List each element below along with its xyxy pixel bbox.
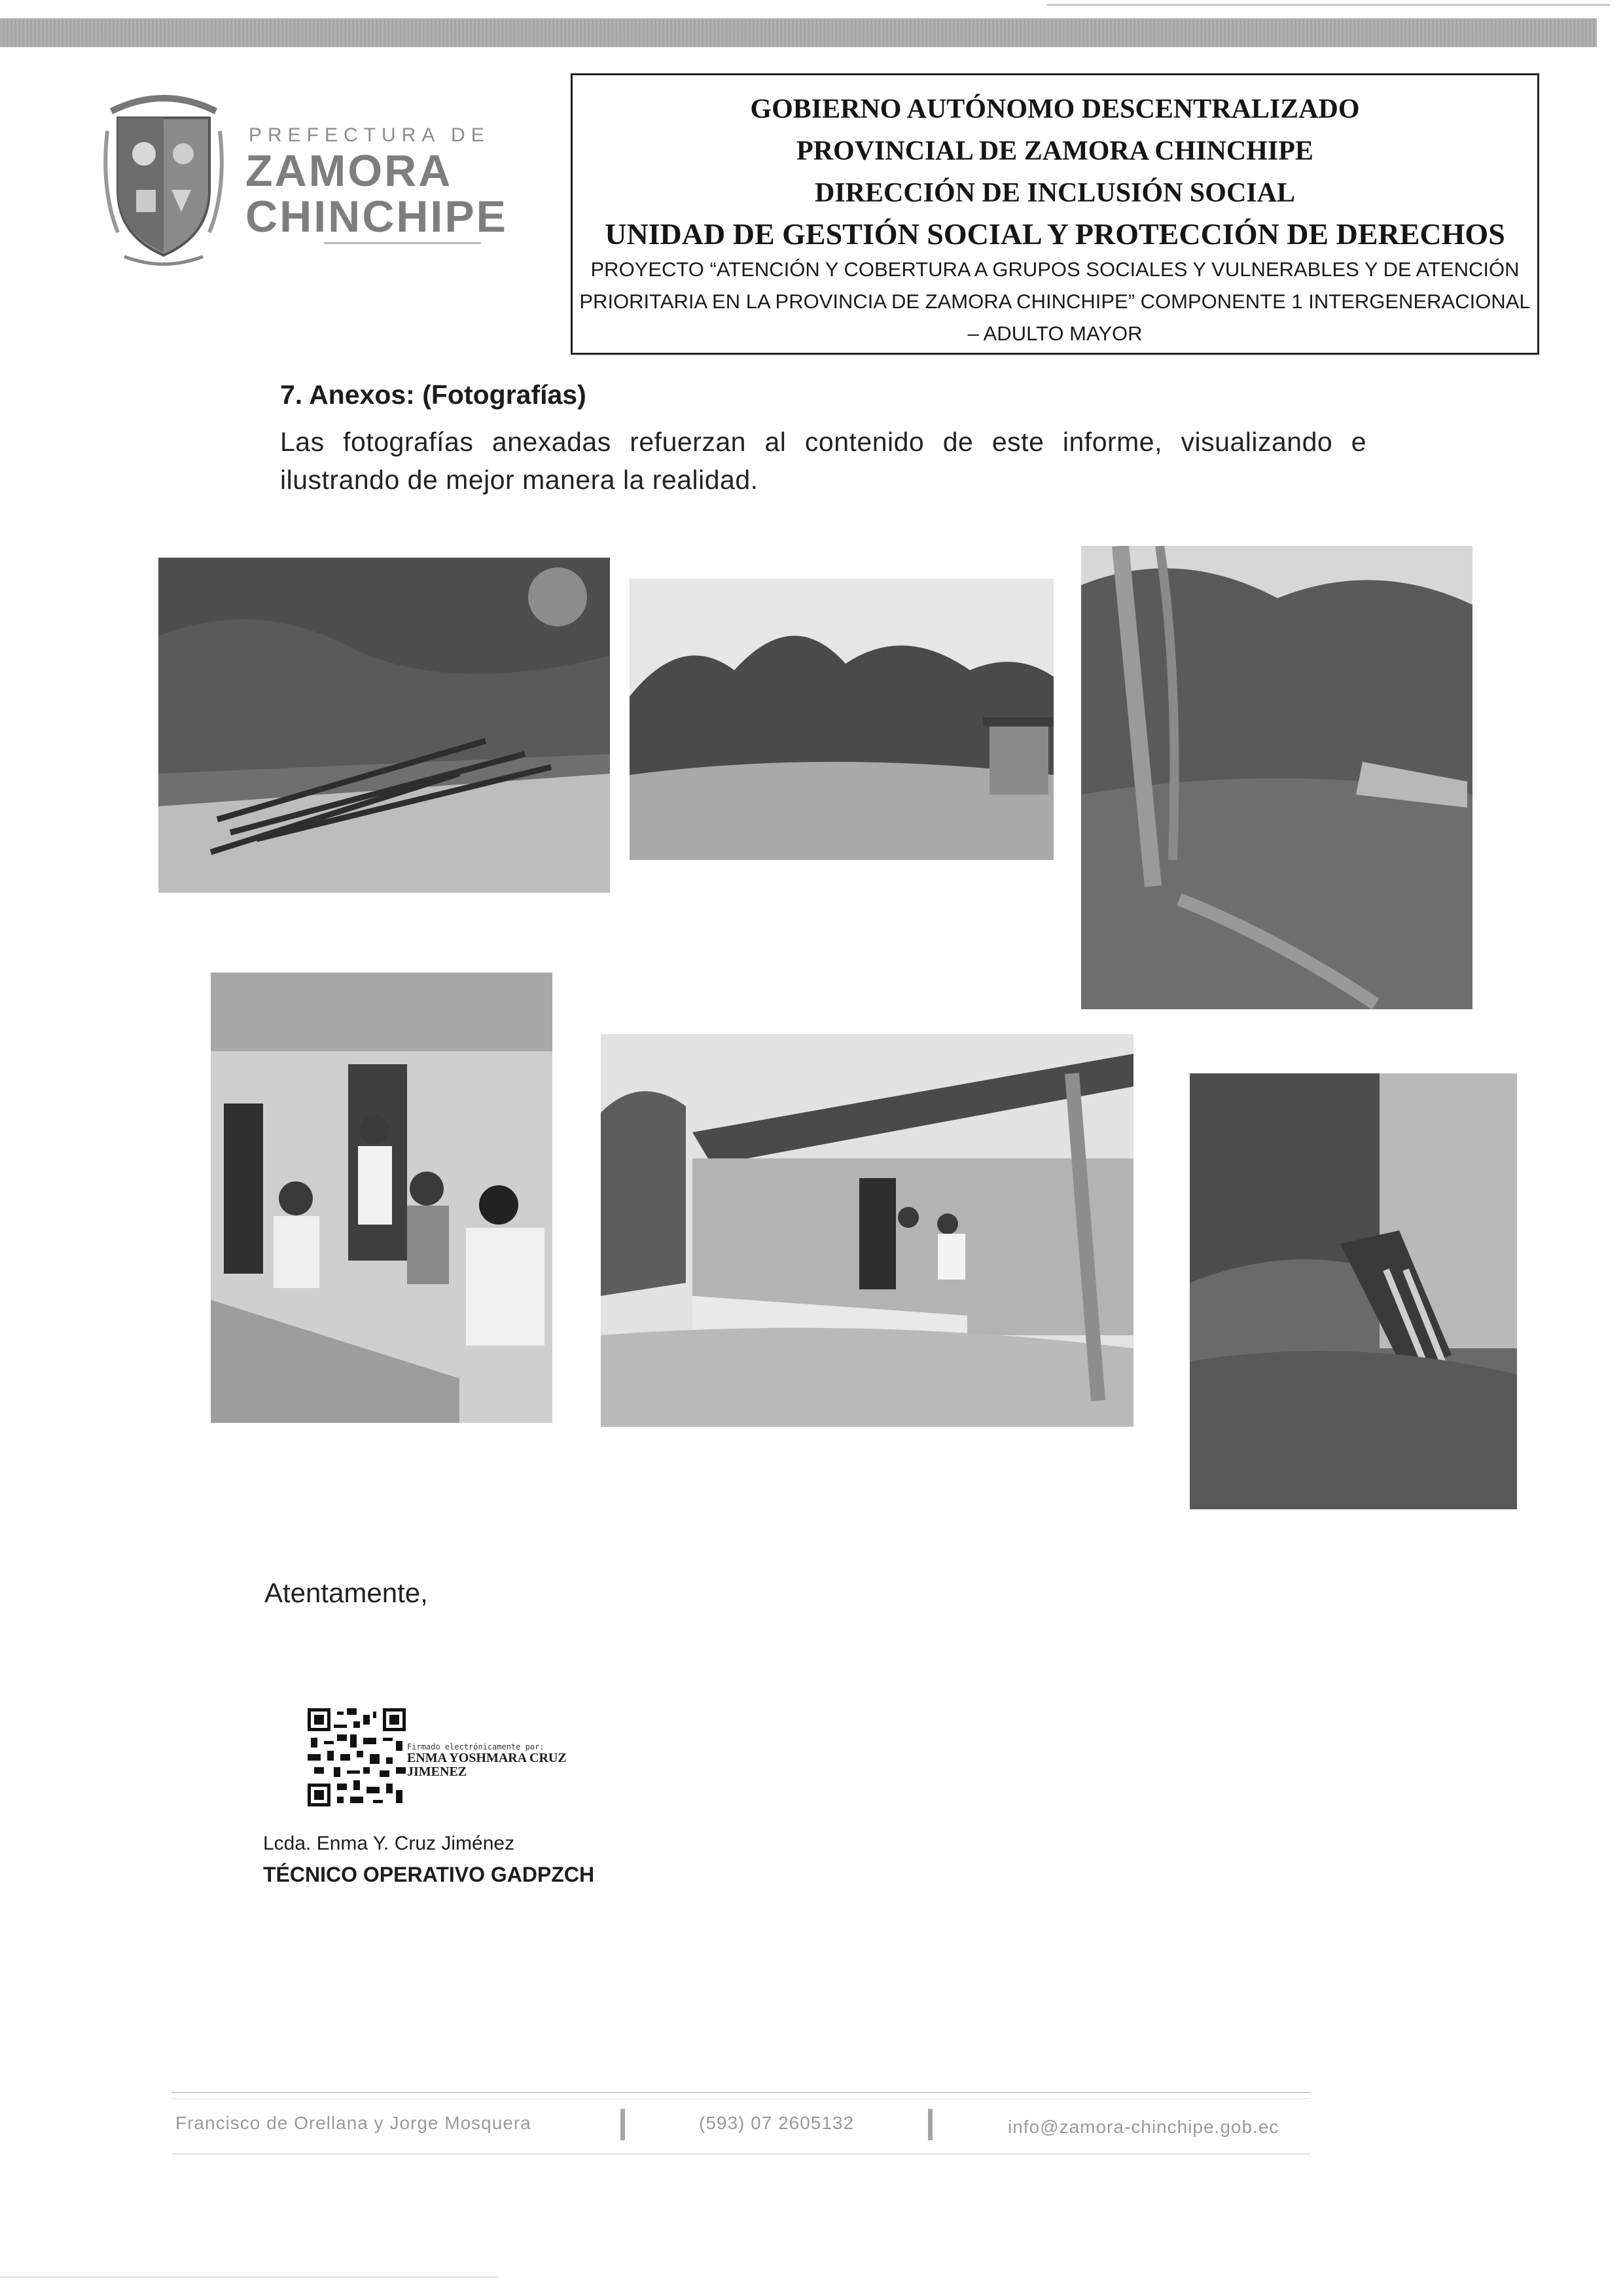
esign-caption: Firmado electrónicamente por: [407, 1742, 544, 1751]
coat-of-arms-icon [98, 92, 229, 268]
scan-bottom-line [0, 2276, 497, 2278]
header-line-4: UNIDAD DE GESTIÓN SOCIAL Y PROTECCIÓN DE DERECHOS [605, 217, 1505, 251]
signer-role: TÉCNICO OPERATIVO GADPZCH [263, 1863, 595, 1886]
landscape-photo-icon [1081, 546, 1472, 1009]
footer-address: Francisco de Orellana y Jorge Mosquera [175, 2113, 531, 2133]
qr-code-icon [308, 1708, 406, 1806]
footer-email: info@zamora-chinchipe.gob.ec [1008, 2117, 1279, 2137]
people-photo-icon [211, 973, 552, 1423]
logo-line-1: ZAMORA [245, 146, 453, 196]
header-line-1: GOBIERNO AUTÓNOMO DESCENTRALIZADO [750, 94, 1360, 124]
section-title: 7. Anexos: (Fotografías) [280, 380, 586, 410]
footer-separator [620, 2109, 625, 2140]
closing-salutation: Atentamente, [264, 1577, 428, 1608]
project-description: PROYECTO “ATENCIÓN Y COBERTURA A GRUPOS SOCIALES Y VULNERABLES Y DE ATENCIÓN PRIORITARIA EN LA PROVINCIA DE ZAMORA CHINCHIPE” COMPONENTE 1 INTERGENERACIONAL – ADULTO MAYOR [579, 258, 1531, 345]
footer-phone: (593) 07 2605132 [699, 2113, 855, 2133]
photo-1 [158, 558, 610, 893]
photo-4 [211, 973, 552, 1423]
landscape-photo-icon [158, 558, 610, 893]
scan-edge-band [0, 18, 1597, 47]
logo-underline [324, 242, 481, 244]
footer-separator [928, 2109, 933, 2140]
house-photo-icon [601, 1034, 1133, 1427]
logo-prefix: PREFECTURA DE [249, 124, 490, 146]
signer-name: Lcda. Enma Y. Cruz Jiménez [263, 1833, 515, 1854]
photo-5 [601, 1034, 1133, 1427]
section-body: Las fotografías anexadas refuerzan al contenido de este informe, visualizando e ilustrando de mejor manera la realidad. [280, 427, 1366, 495]
photo-3 [1081, 546, 1472, 1009]
logo-line-2: CHINCHIPE [245, 192, 508, 242]
footer-rule-bottom [171, 2153, 1310, 2155]
landscape-photo-icon [630, 579, 1054, 860]
letterhead-box [571, 73, 1539, 355]
landscape-photo-icon [1190, 1073, 1517, 1509]
scan-edge-line [1047, 4, 1610, 6]
footer-rule-top [171, 2092, 1310, 2093]
esign-signer-name: ENMA YOSHMARA CRUZ JIMENEZ [407, 1751, 567, 1779]
photo-6 [1190, 1073, 1517, 1509]
header-line-3: DIRECCIÓN DE INCLUSIÓN SOCIAL [815, 178, 1295, 208]
photo-2 [630, 579, 1054, 860]
footer-rule-top-2 [171, 2098, 1310, 2099]
header-line-2: PROVINCIAL DE ZAMORA CHINCHIPE [796, 136, 1313, 166]
prefectura-logo [98, 92, 508, 268]
